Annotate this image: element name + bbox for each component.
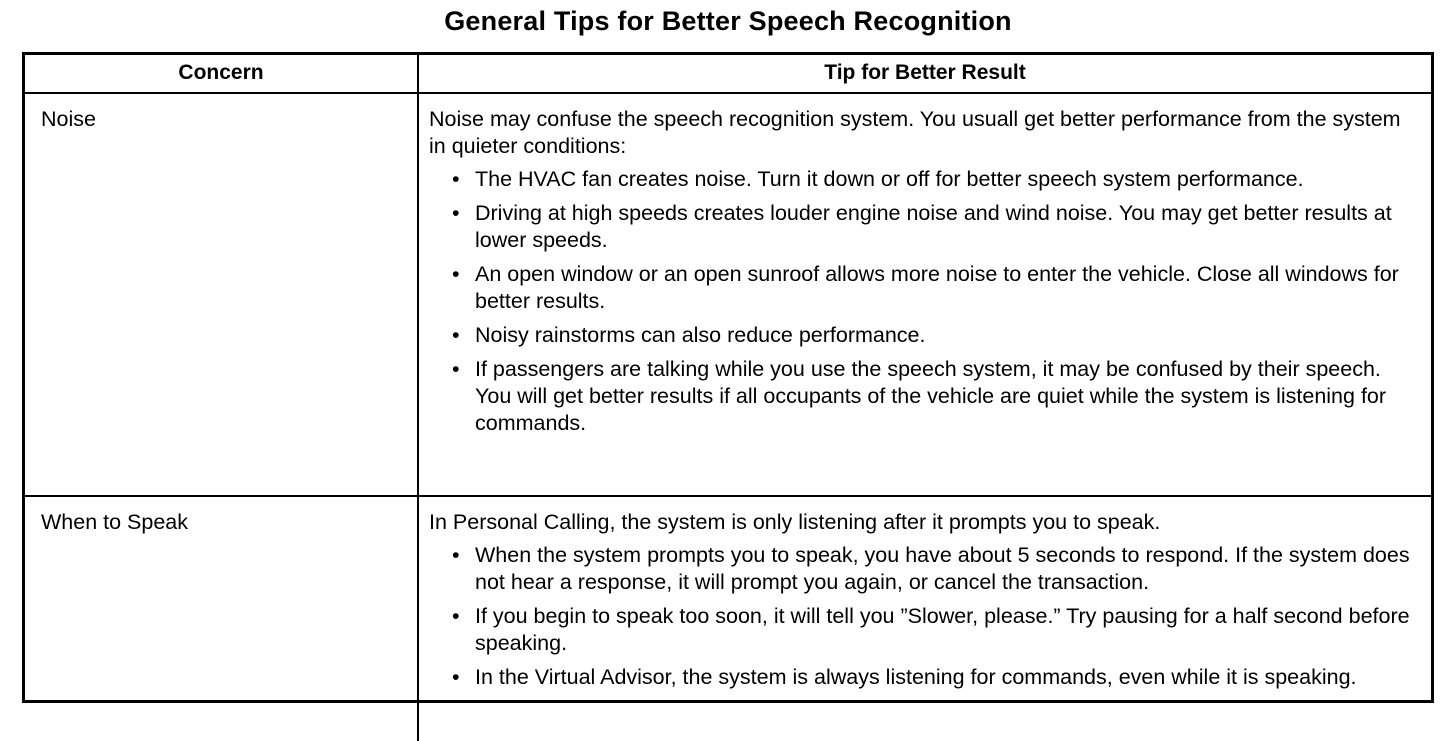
- tip-intro: Noise may confuse the speech recognition system. You usuall get better performance from the system in quieter conditions:: [429, 107, 1401, 158]
- list-item: [429, 166, 1419, 193]
- bullet-icon: •: [452, 357, 460, 381]
- list-item-text: In the Virtual Advisor, the system is always listening for commands, even while it is speaking.: [475, 665, 1357, 689]
- list-item: [429, 664, 1419, 691]
- list-item: [429, 200, 1419, 254]
- tip-list: [429, 166, 1419, 437]
- list-item-text: If passengers are talking while you use the speech system, it may be confused by their speech. You will get better results if all occupants of the vehicle are quiet while the system is listening for commands.: [475, 357, 1387, 435]
- list-item: [429, 322, 1419, 349]
- bullet-icon: •: [452, 201, 460, 225]
- bullet-icon: •: [452, 167, 460, 191]
- tip-cell: [418, 93, 1431, 496]
- list-item-text: The HVAC fan creates noise. Turn it down or off for better speech system performance.: [475, 167, 1304, 191]
- concern-cell: When to Speak: [25, 496, 418, 741]
- column-header-tip: Tip for Better Result: [418, 55, 1431, 93]
- table-row: [25, 93, 1431, 496]
- table-row: [25, 496, 1431, 741]
- bullet-icon: •: [452, 262, 460, 286]
- page-title: General Tips for Better Speech Recognition: [444, 6, 1012, 36]
- list-item-text: Driving at high speeds creates louder engine noise and wind noise. You may get better results at lower speeds.: [475, 201, 1392, 252]
- bullet-icon: •: [452, 323, 460, 347]
- tip-intro: In Personal Calling, the system is only listening after it prompts you to speak.: [429, 510, 1161, 534]
- list-item-text: When the system prompts you to speak, you have about 5 seconds to respond. If the system does not hear a response, it will prompt you again, or cancel the transaction.: [475, 543, 1410, 594]
- bullet-icon: •: [452, 604, 460, 628]
- tips-table: [22, 52, 1434, 703]
- bullet-icon: •: [452, 665, 460, 689]
- list-item-text: Noisy rainstorms can also reduce performance.: [475, 323, 926, 347]
- table-header-row: [25, 55, 1431, 93]
- tip-list: [429, 542, 1419, 691]
- list-item: [429, 261, 1419, 315]
- list-item: [429, 603, 1419, 657]
- column-header-concern: Concern: [25, 55, 418, 93]
- list-item: [429, 356, 1419, 437]
- list-item-text: An open window or an open sunroof allows more noise to enter the vehicle. Close all windows for better results.: [475, 262, 1399, 313]
- concern-cell: Noise: [25, 93, 418, 496]
- tip-cell: [418, 496, 1431, 741]
- bullet-icon: •: [452, 543, 460, 567]
- list-item-text: If you begin to speak too soon, it will tell you ”Slower, please.” Try pausing for a half second before speaking.: [475, 604, 1410, 655]
- list-item: [429, 542, 1419, 596]
